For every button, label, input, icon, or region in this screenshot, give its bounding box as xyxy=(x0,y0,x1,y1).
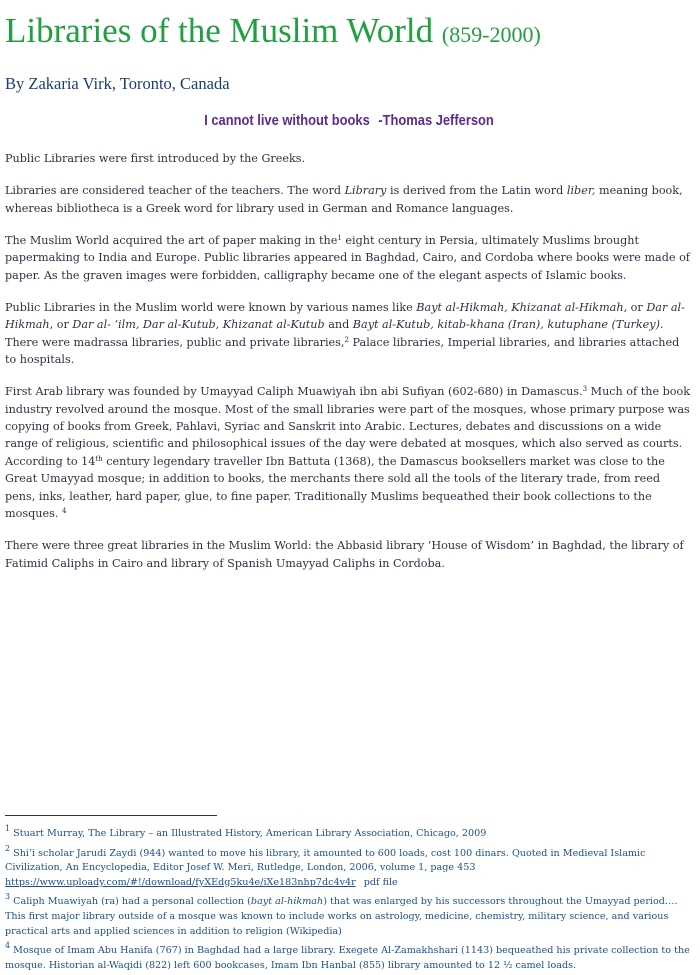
superscript-th: th xyxy=(95,454,103,463)
footnote-ref-1[interactable]: 1 xyxy=(337,233,342,242)
footnote-3: $^3$ Caliph Muawiyah (ra) had a personal collection (bayt al-hikmah) that was enlarged by his successors throughout the Umayyad period…. This first major library outside of a mosque was known to include works on astrology, medicine, chemistry, military science, and various practical arts and applied sciences in addition to religion (Wikipedia) xyxy=(5,892,678,937)
footnote-number: 4 xyxy=(5,941,11,951)
footnotes xyxy=(5,822,695,973)
footnote-ref-4[interactable]: 4 xyxy=(61,507,67,516)
footnote-ref-3[interactable]: 3 xyxy=(582,385,588,394)
byline: By Zakaria Virk, Toronto, Canada xyxy=(5,74,230,93)
body-text xyxy=(5,150,693,587)
paragraph-6: There were three great libraries in the Muslim World: the Abbasid library ‘House of Wisdom’ in Baghdad, the library of Fatimid Caliphs in Cairo and library of Spanish Umayyad Caliphs in Cordoba. xyxy=(5,539,684,570)
footnote-1: $^1$ Stuart Murray, The Library – an Illustrated History, American Library Association, Chicago, 2009 xyxy=(5,824,487,839)
footnote-2: $^2$ Shi’i scholar Jarudi Zaydi (944) wanted to move his library, it amounted to 600 loads, cost 100 dinars. Quoted in Medieval Islamic Civilization, An Encyclopedia, Editor Josef W. Meri, Rutledge, London, 2006, volume 1, page 453 https://www.uploady.com/#!/download/fyXEdg5ku4e/iXe183nhp7dc4v4r pdf file xyxy=(5,843,646,888)
footnote-ref-2[interactable]: 2 xyxy=(344,335,349,344)
footnote-link[interactable]: https://www.uploady.com/#!/download/fyXEdg5ku4e/iXe183nhp7dc4v4r xyxy=(5,876,356,888)
page-title xyxy=(5,10,541,56)
footnote-number: 2 xyxy=(5,843,11,853)
footnote-number: 1 xyxy=(5,824,11,833)
term-liber: liber, xyxy=(566,184,596,198)
term-library: Library xyxy=(344,184,387,198)
paragraph-3: The Muslim World acquired the art of paper making in the$^1$ eight century in Persia, ultimately Muslims brought papermaking to India and Europe. Public libraries appeared in Baghdad, Cairo, and Cordoba where books were made of paper. As the graven images were forbidden, calligraphy became one of the elegant aspects of Islamic books. xyxy=(5,233,690,282)
quote-text: I cannot live without books xyxy=(204,112,370,129)
quote-author: -Thomas Jefferson xyxy=(378,112,494,129)
paragraph-2: Libraries are considered teacher of the teachers. The word Library is derived from the Latin word liber, meaning book, whereas bibliotheca is a Greek word for library used in German and Romance languages. xyxy=(5,184,683,215)
paragraph-1: Public Libraries were first introduced by the Greeks. xyxy=(5,152,306,165)
paragraph-5: First Arab library was founded by Umayyad Caliph Muawiyah ibn abi Sufiyan (602-680) in Damascus.$^3$ Much of the book industry revolved around the mosque. Most of the small libraries were part of the mosques, whose primary purpose was copying of books from Greek, Pahlavi, Syriac and Sanskrit into Arabic. Lectures, debates and discussions on a wide range of religious, scientific and philosophical issues of the day were debated at mosques, which also served as courts. According to 14th century legendary traveller Ibn Battuta (1368), the Damascus booksellers market was close to the Great Umayyad mosque; in addition to books, the merchants there sold all the tools of the literary trade, from reed pens, inks, leather, hard paper, glue, to fine paper. Traditionally Muslims bequeathed their book collections to the mosques. $^4$ xyxy=(5,385,691,521)
title-years: (859-2000) xyxy=(441,22,541,47)
title-text: Libraries of the Muslim World xyxy=(5,11,434,50)
epigraph-quote xyxy=(53,112,645,129)
footnote-separator xyxy=(5,815,217,816)
footnote-number: 3 xyxy=(5,892,11,902)
paragraph-4: Public Libraries in the Muslim world were known by various names like Bayt al-Hikmah, Khizanat al-Hikmah, or Dar al-Hikmah, or Dar al- ‘ilm, Dar al-Kutub, Khizanat al-Kutub and Bayt al-Kutub, kitab-khana (Iran), kutuphane (Turkey). There were madrassa libraries, public and private libraries,$^2$ Palace libraries, Imperial libraries, and libraries attached to hospitals. xyxy=(5,300,685,367)
footnote-4: $^4$ Mosque of Imam Abu Hanifa (767) in Baghdad had a large library. Exegete Al-Zamakhshari (1143) bequeathed his private collection to the mosque. Historian al-Waqidi (822) left 600 bookcases, Imam Ibn Hanbal (855) library amounted to 12 ½ camel loads. xyxy=(5,941,690,971)
